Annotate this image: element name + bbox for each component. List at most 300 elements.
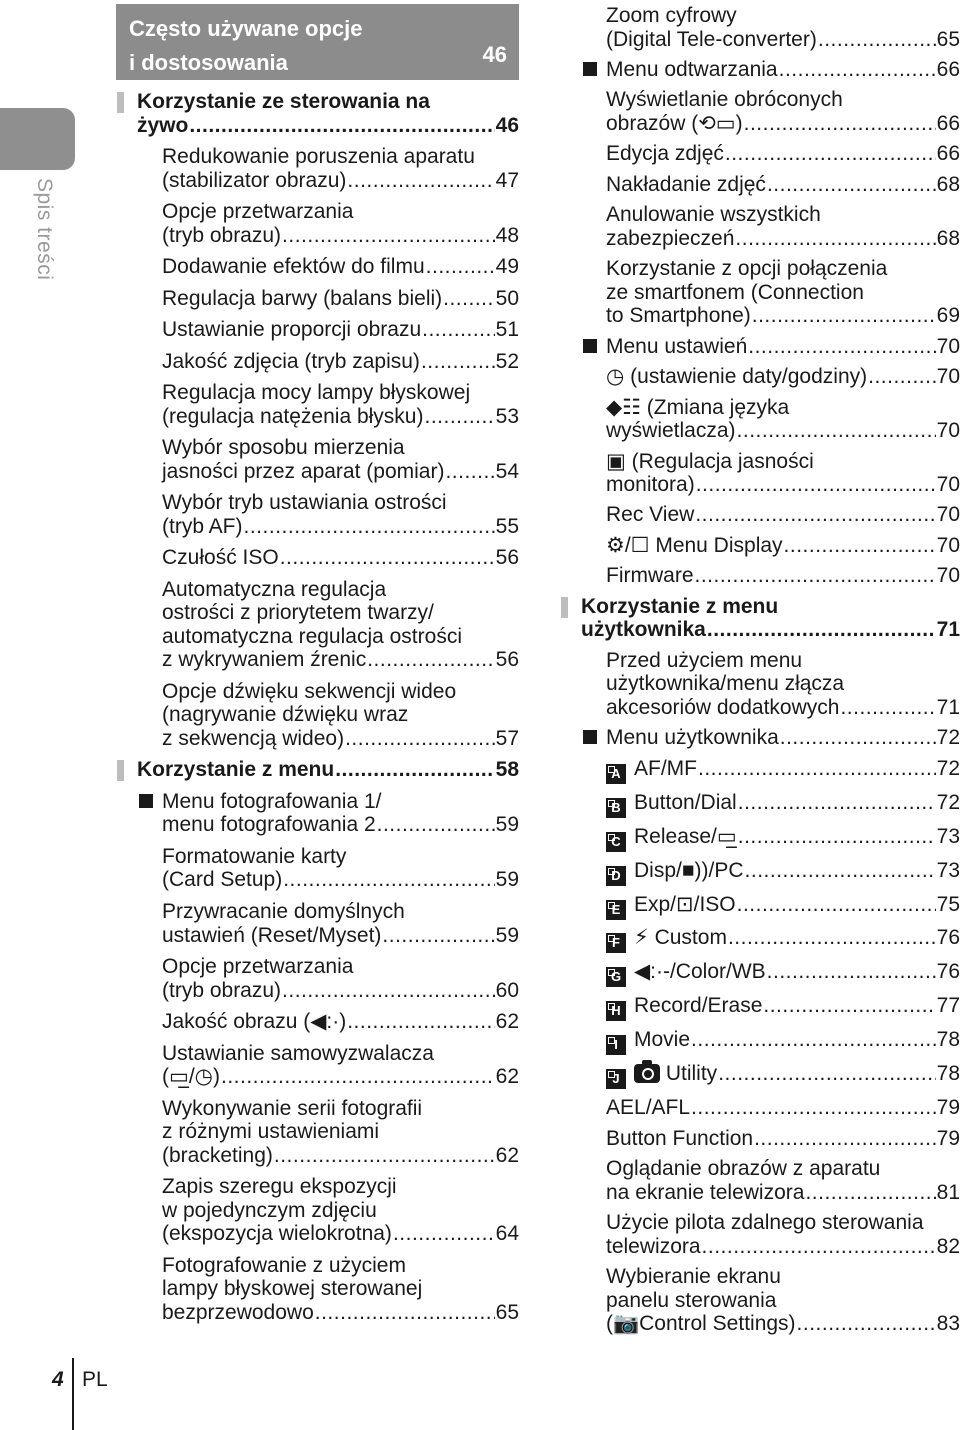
toc-entry-label: z sekwencją wideo) [162,726,345,750]
toc-page-number: 65 [936,27,960,51]
leader-dots [283,868,494,892]
toc-entry-label: Czułość ISO [162,546,279,570]
toc-page-number: 72 [936,726,960,750]
toc-entry-line [137,758,519,782]
toc-page-number: 53 [495,404,519,428]
toc-entry[interactable] [162,381,519,428]
toc-entry[interactable] [606,534,960,558]
toc-page-number: 62 [495,1143,519,1167]
toc-entry-label: ⚙/☐ Menu Display [606,533,783,557]
toc-entry-line [581,618,960,642]
toc-entry[interactable] [606,257,960,328]
toc-entry-text: Korzystanie z opcji połączenia [606,257,888,281]
toc-entry-title [606,791,737,818]
toc-entry-text: Automatyczna regulacja [162,577,387,601]
toc-entry[interactable] [606,1127,960,1151]
leader-dots [718,1062,935,1086]
toc-page-number: 70 [936,334,960,358]
toc-entry-line [606,534,960,558]
toc-entry-label: (▭̲/◷) [162,1065,220,1089]
leader-dots [347,1010,494,1034]
toc-entry-text: Fotografowanie z użyciem [162,1253,406,1277]
section-tab-marker [0,108,75,170]
toc-entry-title [162,350,420,374]
leader-dots [767,173,936,197]
toc-entry[interactable] [162,318,519,342]
leader-dots [725,142,936,166]
toc-entry[interactable] [606,4,960,51]
toc-entry[interactable] [162,546,519,570]
leader-dots [345,727,495,751]
toc-page-number: 54 [495,459,519,483]
toc-entry[interactable] [162,680,519,751]
leader-dots [221,1065,495,1089]
toc-page-number: 71 [936,618,960,642]
toc-entry[interactable] [162,145,519,192]
toc-entry[interactable] [606,1096,960,1120]
toc-page-number: 64 [495,1222,519,1246]
toc-entry-title [606,696,839,720]
toc-entry-title [162,405,423,429]
leader-dots [707,618,936,642]
toc-page-number: 78 [936,1062,960,1086]
toc-page-number: 76 [936,960,960,984]
toc-entry[interactable] [162,955,519,1002]
toc-entry[interactable] [162,287,519,311]
toc-page-number: 70 [936,473,960,497]
toc-entry-line [162,924,519,948]
toc-entry-label: menu fotografowania 2 [162,813,376,837]
toc-entry-title [162,287,442,311]
leader-dots [367,648,494,672]
toc-page-number: 70 [936,365,960,389]
toc-entry[interactable] [606,994,960,1021]
toc-entry-line [606,696,960,720]
toc-entry-line [606,1028,960,1055]
toc-entry[interactable] [162,1254,519,1325]
leader-dots [347,169,494,193]
leader-dots [244,515,495,539]
toc-entry-line [606,304,960,328]
toc-entry-text: Opcje przetwarzania [162,200,354,224]
toc-entry-title [606,58,778,82]
toc-entry-title [137,758,334,782]
toc-entry-title [162,255,425,279]
toc-entry[interactable] [606,960,960,987]
toc-entry-line [606,503,960,527]
leader-dots [738,791,936,815]
toc-entry-line [162,1010,519,1034]
toc-entry-line [606,994,960,1021]
leader-dots [443,287,495,311]
custom-menu-b-icon: B [606,798,626,818]
toc-page-number: 66 [936,142,960,166]
toc-entry-label: AF/MF [634,756,697,780]
toc-page-number: 62 [495,1010,519,1034]
toc-entry[interactable] [606,173,960,197]
toc-entry-label: Korzystanie z menu [137,758,335,782]
toc-entry[interactable] [606,1265,960,1336]
toc-entry-label: telewizora [606,1234,701,1258]
toc-page-number: 73 [936,824,960,848]
banner-title-line2: i dostosowania [129,50,288,75]
leader-dots [748,335,935,359]
toc-entry-label: (Card Setup) [162,868,283,892]
toc-menu-entry[interactable] [606,726,960,750]
toc-entry-label: żywo [137,113,189,137]
toc-entry[interactable] [606,791,960,818]
toc-entry-line [162,813,519,837]
toc-page-number: 70 [936,564,960,588]
toc-entry-text: Przywracanie domyślnych [162,900,405,923]
toc-entry[interactable] [162,900,519,947]
toc-page-number: 46 [495,113,519,137]
toc-entry-line [606,112,960,136]
toc-entry-label: (bracketing) [162,1143,273,1167]
toc-heading[interactable] [137,758,519,782]
toc-entry-title [606,757,697,784]
toc-entry-label: Button/Dial [634,790,737,814]
leader-dots [696,473,936,497]
leader-dots [695,503,935,527]
toc-entry-line [162,405,519,429]
leader-dots [691,1028,936,1052]
toc-entry-title [162,318,421,342]
toc-entry-label: ◀:·-/Color/WB [634,960,766,984]
toc-entry-text: Menu fotografowania 1/ [162,789,382,813]
toc-entry-line [162,318,519,342]
toc-entry-title [606,534,783,558]
toc-entry-title [606,859,744,886]
toc-entry-title [162,868,282,892]
toc-entry[interactable] [162,1042,519,1089]
toc-entry-label: monitora) [606,473,695,497]
toc-page-number: 60 [495,978,519,1002]
toc-entry[interactable] [606,142,960,166]
toc-entry[interactable] [606,859,960,886]
leader-dots [763,994,935,1018]
toc-entry-label: Jakość zdjęcia (tryb zapisu) [162,349,420,373]
toc-entry-label: (regulacja natężenia błysku) [162,404,424,428]
toc-entry[interactable] [606,396,960,443]
toc-entry[interactable] [606,503,960,527]
toc-entry-label: na ekranie telewizora [606,1180,805,1204]
leader-dots [752,304,936,328]
toc-page-number: 71 [936,695,960,719]
toc-page-number: 66 [936,111,960,135]
toc-entry-label: Regulacja barwy (balans bieli) [162,286,443,310]
toc-entry[interactable] [162,845,519,892]
toc-entry-label: Edycja zdjęć [606,142,724,166]
leader-dots [805,1181,935,1205]
toc-page-number: 56 [495,648,519,672]
toc-page-number: 68 [936,226,960,250]
toc-entry-label: zabezpieczeń [606,226,735,250]
section-tab [22,178,62,328]
toc-page-number: 70 [936,533,960,557]
toc-entry[interactable] [606,893,960,920]
toc-entry[interactable] [606,757,960,784]
leader-dots [698,757,936,781]
toc-entry-title [606,112,743,136]
toc-entry-text: ostrości z priorytetem twarzy/ [162,601,434,625]
toc-entry-line [606,419,960,443]
custom-menu-i-icon: I [606,1035,626,1055]
toc-entry-line [606,227,960,251]
banner-title-line1: Często używane opcje [129,16,363,41]
custom-menu-c-icon: C [606,832,626,852]
toc-page-number: 82 [936,1234,960,1258]
toc-page-number: 59 [495,868,519,892]
toc-entry-line [162,224,519,248]
leader-dots [393,1222,495,1246]
toc-entry-line [606,726,960,750]
toc-entry-title [162,515,243,539]
toc-menu-entry[interactable] [162,790,519,837]
toc-entry-title [162,727,344,751]
toc-entry-title [606,1028,690,1055]
toc-entry[interactable] [606,450,960,497]
toc-entry[interactable] [606,825,960,852]
toc-entry[interactable] [606,365,960,389]
toc-page-number: 76 [936,926,960,950]
toc-entry-label: jasności przez aparat (pomiar) [162,459,445,483]
toc-entry-text: Użycie pilota zdalnego sterowania [606,1211,924,1235]
toc-entry[interactable] [162,436,519,483]
toc-entry[interactable] [606,1028,960,1055]
leader-dots [779,58,936,82]
toc-entry-label: (tryb AF) [162,514,243,538]
toc-entry-label: Menu użytkownika [606,726,779,750]
leader-dots [280,546,495,570]
leader-dots [424,405,494,429]
toc-entry-line [162,515,519,539]
toc-entry-line [162,1222,519,1246]
toc-entry-title [162,648,366,672]
custom-menu-j-icon: J [606,1069,626,1089]
toc-entry-label: ⚡ Custom [634,926,727,950]
toc-page-number: 59 [495,923,519,947]
toc-entry-line [606,825,960,852]
toc-entry-title [162,924,381,948]
toc-page-number: 52 [495,349,519,373]
toc-page-number: 70 [936,503,960,527]
leader-dots [695,564,936,588]
toc-entry-title [606,994,762,1021]
toc-entry-text: Formatowanie karty [162,844,347,868]
toc-menu-entry[interactable] [606,58,960,82]
toc-entry-text: Redukowanie poruszenia aparatu [162,145,475,169]
toc-entry-text: z różnymi ustawieniami [162,1120,380,1144]
toc-entry-line [162,979,519,1003]
toc-entry-title [162,1301,314,1325]
toc-entry-title [606,335,747,359]
toc-entry-title [606,473,695,497]
toc-entry-text: Anulowanie wszystkich [606,203,821,227]
toc-entry-text: ▣ (Regulacja jasności [606,449,814,473]
leader-dots [426,255,495,279]
toc-entry-title [606,1096,690,1120]
leader-dots [189,114,494,138]
toc-entry-text: Wykonywanie serii fotografii [162,1096,423,1120]
leader-dots [377,813,495,837]
toc-page-number: 73 [936,858,960,882]
leader-dots [335,758,494,782]
camera-icon [634,1064,660,1083]
toc-entry[interactable] [162,350,519,374]
toc-entry-label: Disp/■))/PC [634,858,744,882]
toc-entry-text: w pojedynczym zdjęciu [162,1198,377,1222]
toc-entry-label: Exp/⊡/ISO [634,892,736,916]
toc-entry[interactable] [606,88,960,135]
toc-entry[interactable] [162,1097,519,1168]
toc-entry-label: AEL/AFL [606,1096,691,1120]
toc-entry-title [162,1144,273,1168]
leader-dots [797,1312,936,1336]
toc-entry-text: automatyczna regulacja ostrości [162,624,462,648]
toc-entry[interactable] [606,564,960,588]
toc-entry-title [162,1222,392,1246]
toc-page-number: 50 [495,286,519,310]
toc-page-number: 79 [936,1096,960,1120]
toc-page-number: 83 [936,1312,960,1336]
toc-entry-title [606,173,766,197]
toc-entry-line [606,142,960,166]
toc-entry-text: Korzystanie z menu [581,594,779,618]
toc-entry-text: Wybór tryb ustawiania ostrości [162,491,447,515]
toc-entry[interactable] [162,255,519,279]
toc-entry[interactable] [606,203,960,250]
custom-menu-e-icon: E [606,900,626,920]
toc-entry-label: użytkownika [581,618,706,642]
toc-entry[interactable] [606,1062,960,1089]
toc-entry-text: Korzystanie ze sterowania na [137,90,430,113]
toc-entry-label: Release/▭̲ [634,824,737,848]
toc-entry-line [606,1235,960,1259]
toc-entry-title [162,546,279,570]
toc-entry-label: Button Function [606,1126,754,1150]
toc-entry-text: ◆☷ (Zmiana języka [606,395,790,419]
toc-heading[interactable] [581,595,960,642]
leader-dots [745,859,936,883]
toc-list-left [116,90,519,1324]
toc-entry-label: ◷ (ustawienie daty/godziny) [606,365,868,389]
toc-entry[interactable] [606,649,960,720]
toc-entry-label: Jakość obrazu (◀:·) [162,1010,347,1034]
toc-entry-title [162,1065,220,1089]
toc-entry-title [606,893,736,920]
toc-entry-label: ustawień (Reset/Myset) [162,923,382,947]
toc-entry-text: Przed użyciem menu [606,648,803,672]
toc-entry-title [162,224,281,248]
toc-entry-label: (📷Control Settings) [606,1312,796,1336]
toc-entry-label: bezprzewodowo [162,1300,314,1324]
leader-dots [274,1144,495,1168]
toc-entry-label: Record/Erase [634,994,763,1018]
toc-page-number: 58 [495,758,519,782]
toc-entry-title [606,304,751,328]
toc-entry-text: Zoom cyfrowy [606,4,737,27]
toc-menu-entry[interactable] [606,335,960,359]
toc-entry[interactable] [162,1010,519,1034]
toc-page-number: 77 [936,994,960,1018]
toc-entry-line [606,1181,960,1205]
toc-entry-line [606,757,960,784]
toc-entry-label: (tryb obrazu) [162,978,282,1002]
leader-dots [784,534,936,558]
toc-entry[interactable] [162,578,519,672]
leader-dots [744,112,936,136]
banner-page-number: 46 [482,42,507,67]
toc-column-left [116,0,519,1324]
toc-entry-title [606,825,737,852]
leader-dots [315,1301,495,1325]
toc-entry-line [162,1065,519,1089]
toc-entry-label: (ekspozycja wielokrotna) [162,1222,392,1246]
toc-entry-title [137,114,188,138]
toc-entry-label: (stabilizator obrazu) [162,168,347,192]
custom-menu-a-icon: A [606,764,626,784]
toc-entry-label: Ustawianie proporcji obrazu [162,318,422,342]
toc-entry-line [606,1127,960,1151]
toc-entry-line [606,58,960,82]
toc-page-number: 72 [936,790,960,814]
leader-dots [818,28,936,52]
toc-entry-line [606,335,960,359]
leader-dots [702,1235,936,1259]
toc-entry-title [162,813,376,837]
leader-dots [421,350,495,374]
toc-entry[interactable] [162,1175,519,1246]
toc-entry[interactable] [606,1211,960,1258]
language-code: PL [82,1368,108,1391]
toc-entry-line [606,791,960,818]
toc-entry-text: Oglądanie obrazów z aparatu [606,1157,881,1181]
toc-entry-line [162,287,519,311]
toc-entry-line [162,546,519,570]
toc-entry-text: (nagrywanie dźwięku wraz [162,703,409,727]
toc-entry-label: (Digital Tele-converter) [606,27,817,51]
toc-entry[interactable] [606,926,960,953]
toc-entry-text: ze smartfonem (Connection [606,280,864,304]
toc-entry-text: lampy błyskowej sterowanej [162,1277,423,1301]
toc-entry-title [606,365,867,389]
toc-page-number: 68 [936,172,960,196]
toc-entry-line [162,169,519,193]
toc-entry-line [606,473,960,497]
custom-menu-d-icon: D [606,866,626,886]
custom-menu-f-icon: F [606,933,626,953]
leader-dots [445,460,494,484]
toc-heading[interactable] [137,90,519,137]
toc-page-number: 49 [495,255,519,279]
toc-page-number: 51 [495,318,519,342]
toc-entry-line [162,1144,519,1168]
toc-entry[interactable] [162,200,519,247]
toc-page-number: 65 [495,1300,519,1324]
toc-list-right [560,4,960,1336]
toc-entry[interactable] [606,1157,960,1204]
toc-entry-title [606,726,779,750]
toc-entry-text: Wybór sposobu mierzenia [162,436,405,460]
toc-entry[interactable] [162,491,519,538]
leader-dots [754,1127,936,1151]
leader-dots [422,318,495,342]
toc-entry-line [162,460,519,484]
toc-entry-title [606,960,766,987]
leader-dots [868,365,936,389]
toc-entry-text: Wyświetlanie obróconych [606,88,843,112]
